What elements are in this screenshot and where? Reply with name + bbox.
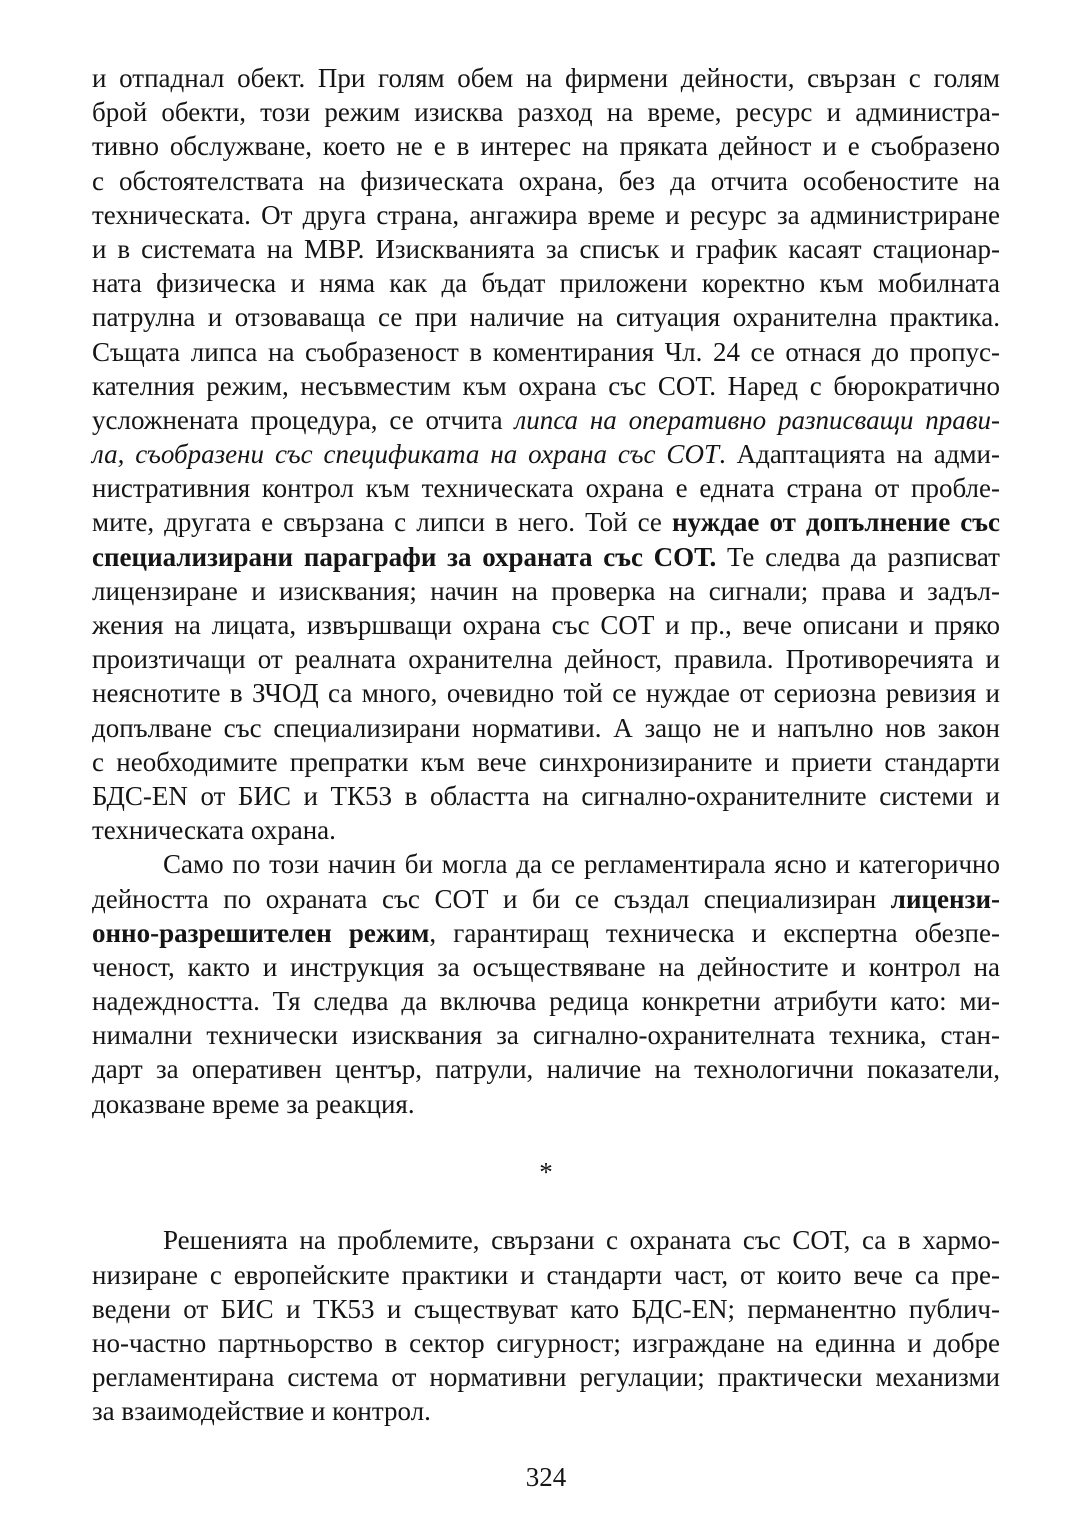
text-line: БДС-EN от БИС и ТК53 в областта на сигнално-охранителните системи и [92,780,1000,811]
text-line: Решенията на проблемите, свързани с охраната със СОТ, са в хармо- [163,1225,1000,1256]
text-line: дарт за оперативен център, патрули, наличие на технологични показатели, [92,1054,1000,1085]
paragraph-1 [92,61,1000,847]
text-line [92,916,1000,950]
bold-phrase: специализирани параграфи за охраната със СОТ. [92,541,717,572]
text-segment: усложнената процедура, се отчита [92,404,515,435]
text-line: допълване със специализирани нормативи. А защо не и напълно нов закон [92,712,1000,743]
text-line: ведени от БИС и ТК53 и съществуват като БДС-EN; перманентно публич- [92,1293,1000,1324]
page-body [92,61,1000,1429]
text-segment: Те следва да разписват [716,541,1000,572]
text-line: техническата. От друга страна, ангажира време и ресурс за администриране [92,199,1000,230]
text-line: кателния режим, несъвместим към охрана със СОТ. Наред с бюрократично [92,370,1000,401]
text-line [92,882,1000,916]
text-line: Същата липса на съобразеност в коментирания Чл. 24 се отнася до пропус- [92,336,1000,367]
text-line: с обстоятелствата на физическата охрана, без да отчита особеностите на [92,165,1000,196]
bold-phrase: лицензи- [890,883,1000,914]
text-line: регламентирана система от нормативни регулации; практически механизми [92,1362,1000,1393]
text-line [92,403,1000,437]
paragraph-3 [92,1223,1000,1428]
text-line: неяснотите в ЗЧОД са много, очевидно той се нуждае от сериозна ревизия и [92,678,1000,709]
text-line: с необходимите препратки към вече синхронизираните и приети стандарти [92,746,1000,777]
text-line: и в системата на МВР. Изискванията за списък и график касаят стационар- [92,233,1000,264]
bold-phrase: нуждае от допълнение със [671,507,1001,538]
italic-phrase: ла, съобразени със спецификата на охрана със СОТ [92,439,719,470]
text-line: патрулна и отзоваваща се при наличие на ситуация охранителна практика. [92,302,1000,333]
paragraph-2 [92,847,1000,1121]
text-line: нистративния контрол към техническата охрана е едната страна от пробле- [92,473,1000,504]
blank-line [92,1121,1000,1155]
text-segment: мите, другата е свързана с липси в него. Той се [92,507,672,538]
text-line: жения на лицата, извършващи охрана със СОТ и пр., вече описани и пряко [92,610,1000,640]
text-line: низиране с европейските практики и стандарти част, от които вече са пре- [92,1259,1000,1290]
text-line: надеждността. Тя следва да включва редица конкретни атрибути като: ми- [92,986,1000,1017]
section-separator: * [539,1157,553,1187]
text-line: тивно обслужване, което не е в интерес на пряката дейност и е съобразено [92,131,1000,162]
page-number: 324 [525,1462,567,1492]
text-line: брой обекти, този режим изисква разход на време, ресурс и администра- [92,97,1000,128]
text-line: нимални технически изисквания за сигнално-охранителната техника, стан- [92,1020,1000,1051]
text-line [92,505,1000,539]
text-line: ната физическа и няма как да бъдат приложени коректно към мобилната [92,268,1000,299]
text-line: произтичащи от реалната охранителна дейност, правила. Противоречията и [92,644,1000,675]
text-line [92,540,1000,574]
text-line: и отпаднал обект. При голям обем на фирмени дейности, свързан с голям [92,63,1000,93]
text-line: но-частно партньорство в сектор сигурност; изграждане на единна и добре [92,1327,1000,1358]
bold-phrase: онно-разрешителен режим [92,917,430,948]
text-segment: , гарантиращ техническа и експертна обезпе- [429,917,1000,948]
text-segment: дейността по охраната със СОТ и би се създал специализиран [92,883,891,914]
text-line: за взаимодействие и контрол. [92,1396,431,1427]
text-line: ченост, както и инструкция за осъществяване на дейностите и контрол на [92,951,1000,982]
text-line: лицензиране и изисквания; начин на проверка на сигнали; права и задъл- [92,575,1000,606]
text-line [92,437,1000,471]
text-line: Само по този начин би могла да се регламентирала ясно и категорично [163,849,1000,880]
text-line: доказване време за реакция. [92,1088,415,1119]
text-segment: . Адаптацията на адми- [718,439,1000,470]
blank-line [92,1189,1000,1223]
text-line: техническата охрана. [92,815,336,846]
italic-phrase: липса на оперативно разписващи прави- [514,404,1000,435]
